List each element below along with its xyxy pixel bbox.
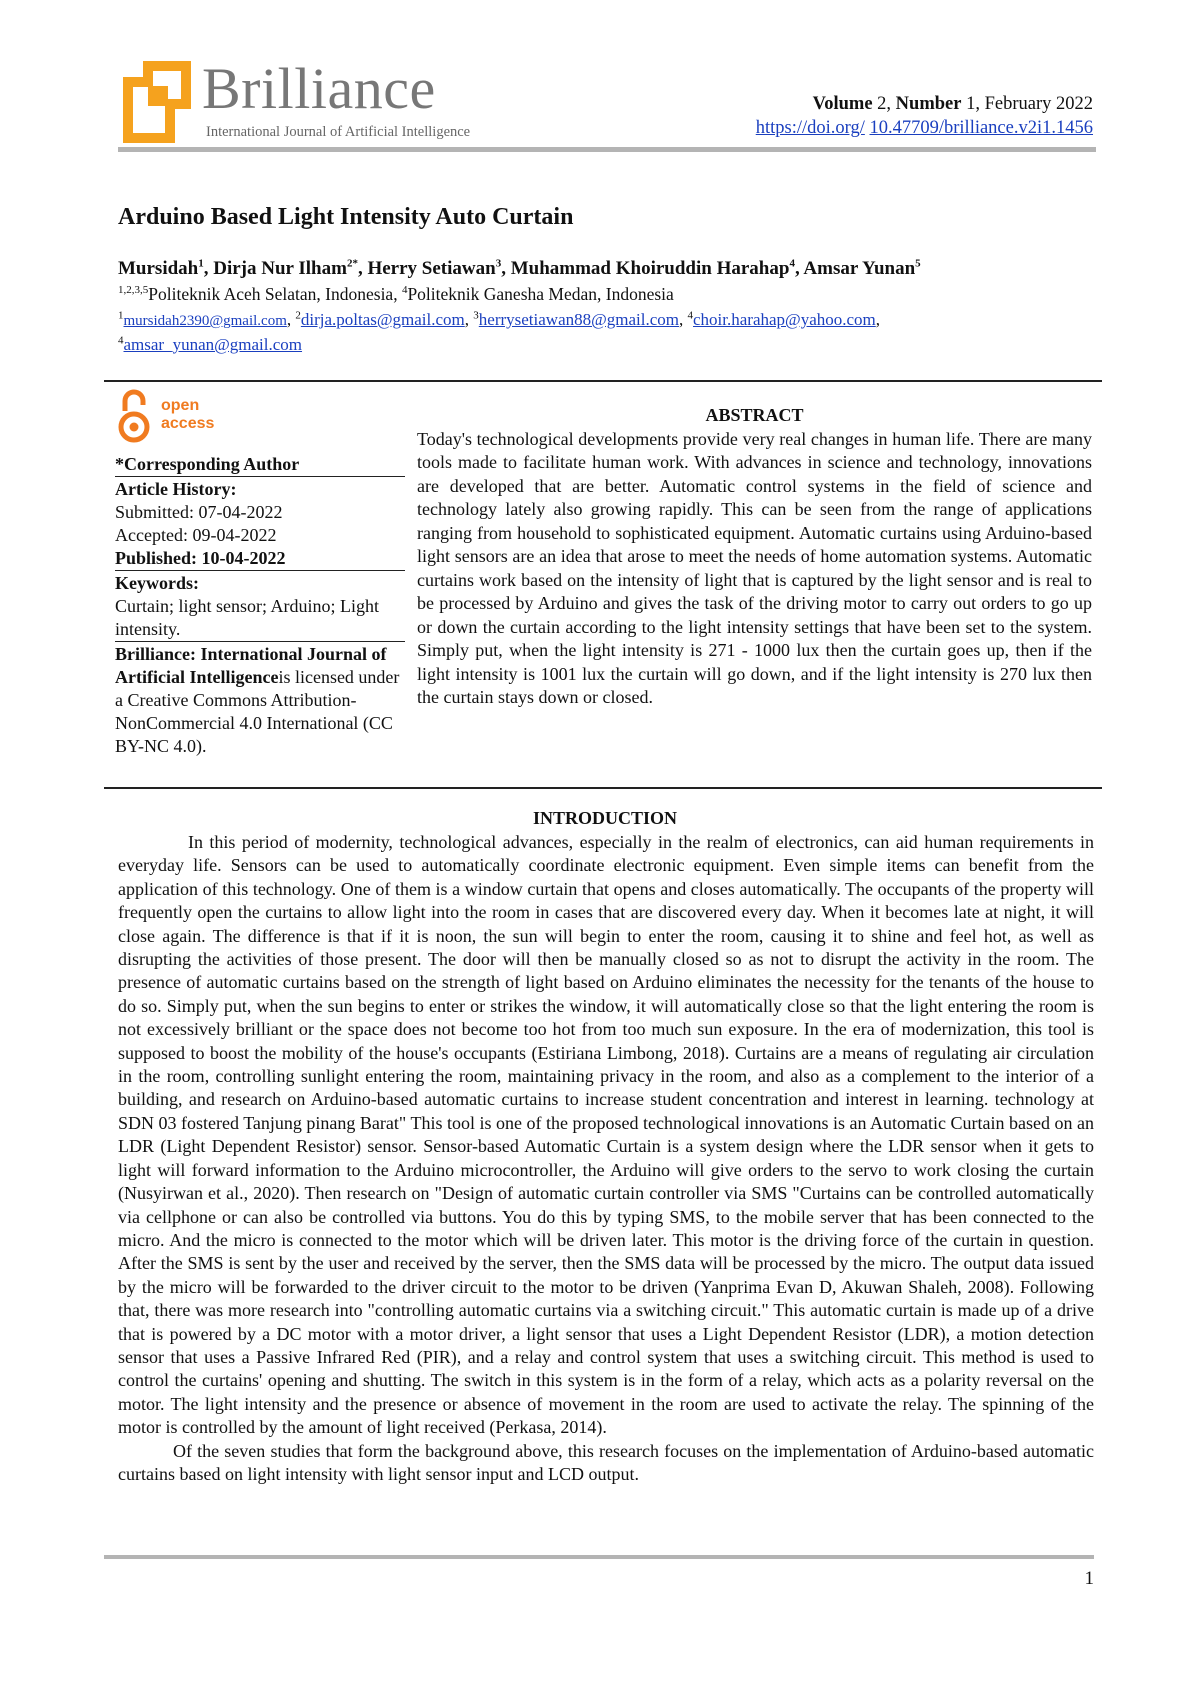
doi-line: [756, 116, 1093, 140]
author-emails: $^1$mursidah2390@gmail.com, $^2$dirja.poltas@gmail.com, $^3$herrysetiawan88@gmail.com, $^4$choir.harahap@yahoo.com, $^4$amsar_yunan@gmail.com: [118, 309, 881, 354]
brilliance-logo-icon: [122, 60, 192, 144]
doi-link[interactable]: 10.47709/brilliance.v2i1.1456: [869, 118, 1093, 138]
open-access-badge: open access: [115, 389, 405, 453]
license-section: Brilliance: International Journal of Artificial Intelligenceis licensed under a Creative Commons Attribution-NonCommercial 4.0 International (CC BY-NC 4.0).: [115, 641, 405, 758]
page-number: 1: [1084, 1568, 1094, 1589]
published-date: Published: 10-04-2022: [115, 548, 286, 568]
volume-line: Volume 2, Number 1, February 2022: [812, 94, 1093, 114]
abstract-heading: ABSTRACT: [705, 405, 804, 425]
keywords-list: Curtain; light sensor; Arduino; Light intensity.: [115, 596, 379, 639]
affiliations: $^{1,2,3,5}$Politeknik Aceh Selatan, Indonesia, $^4$Politeknik Ganesha Medan, Indonesia: [118, 284, 674, 304]
open-access-lock-icon: [117, 389, 151, 445]
journal-name: Brilliance: [202, 56, 436, 121]
accepted-date: Accepted: 09-04-2022: [115, 525, 277, 545]
journal-subtitle: International Journal of Artificial Intelligence: [206, 124, 471, 140]
article-info-sidebar: [115, 389, 405, 758]
introduction-heading: INTRODUCTION: [532, 808, 678, 828]
abstract-text: Today's technological developments provide very real changes in human life. There are many tools made to facilitate human work. With advances in science and technology, innovations are developed that are better. Automatic control systems in the field of science and technology lately also growing rapidly. This can be seen from the range of applications ranging from household to sophisticated equipment. Automatic curtains using Arduino-based light sensors are an idea that arose to meet the needs of home automation systems. Automatic curtains work based on the intensity of light that is captured by the light sensor and is real to be processed by Arduino and gives the task of the driving motor to carry out orders to go up or down the curtain according to the light intensity settings that have been set to the system. Simply put, when the light intensity is 271 - 1000 lux then the curtain goes up, then if the light intensity is 1001 lux the curtain will go down, and if the light intensity is 270 lux then the curtain stays down or closed.: [417, 428, 1092, 707]
article-history: Article History: Submitted: 07-04-2022 Accepted: 09-04-2022 Published: 10-04-2022: [115, 476, 405, 570]
corresponding-author-label: *Corresponding Author: [115, 454, 300, 474]
abstract: [417, 404, 1092, 710]
header-rule: [118, 147, 1096, 152]
journal-logo: [122, 56, 502, 150]
info-top-rule: [104, 380, 1102, 382]
email-link[interactable]: mursidah2390@gmail.com: [123, 313, 287, 329]
footer-rule: [104, 1555, 1094, 1559]
intro-paragraph: In this period of modernity, technological advances, especially in the realm of electronics, can aid human requirements in everyday life. Sensors can be used to automatically coordinate electronic equipment. Even simple items can benefit from the application of this technology. One of them is a window curtain that opens and closes automatically. The occupants of the property will frequently open the curtains to allow light into the room in cases that are discovered every day. When it becomes late at night, it will close again. The difference is that if it is noon, the sun will begin to enter the room, causing it to shine and feel hot, as well as disrupting the activities of those present. The door will then be manually closed so as not to disrupt the activity in the room. The presence of automatic curtains based on the strength of light based on Arduino eliminates the necessity for the tenants of the house to do so. Simply put, when the sun begins to enter or strikes the window, it will automatically close so that the light entering the room is not excessively brilliant or the space does not become too hot from too much sun exposure. In the era of modernization, this tool is supposed to boost the mobility of the house's occupants (Estiriana Limbong, 2018). Curtains are a means of regulating air circulation in the room, controlling sunlight entering the room, maintaining privacy in the room, and also as a complement to the interior of a building, and research on Arduino-based automatic curtains to increase student concentration and interest in learning. technology at SDN 03 fostered Tanjung pinang Barat" This tool is one of the proposed technological innovations is an Automatic Curtain based on an LDR (Light Dependent Resistor) sensor. Sensor-based Automatic Curtain is a system design where the LDR sensor when it gets to light will forward information to the Arduino microcontroller, the Arduino will give orders to the servo to work closing the curtain (Nusyirwan et al., 2020). Then research on "Design of automatic curtain controller via SMS "Curtains can be controlled automatically via cellphone or can also be controlled via buttons. You do this by typing SMS, to the mobile server that has been connected to the micro. And the micro is connected to the motor which will be driven later. This motor is the driving force of the curtain in question. After the SMS is sent by the user and received by the server, then the SMS data will be processed by the micro. The output data issued by the micro will be forwarded to the driver circuit to the motor to be driven (Yanprima Evan D, Akuwan Shaleh, 2008). Following that, there was more research into "controlling automatic curtains via a switching circuit." This automatic curtain is made up of a drive that is powered by a DC motor with a motor driver, a light sensor that uses a Light Dependent Resistor (LDR), a motion detection sensor that uses a Passive Infrared Red (PIR), and a relay and control system that uses a switching circuit. This method is used to control the curtains' opening and shutting. The switch in this system is in the form of a relay, which acts as a polarity reversal on the motor. The light intensity and the presence or absence of movement in the room are used to activate the relay. The spinning of the motor is controlled by the amount of light received (Perkasa, 2014).: [118, 832, 1094, 1438]
email-link[interactable]: choir.harahap@yahoo.com: [693, 310, 876, 329]
article-title: Arduino Based Light Intensity Auto Curtain: [118, 204, 574, 230]
email-link[interactable]: herrysetiawan88@gmail.com: [478, 310, 680, 329]
issue-info: [756, 92, 1093, 140]
author-list: Mursidah$^1$, Dirja Nur Ilham$^{2*}$, Herry Setiawan$^3$, Muhammad Khoiruddin Harahap$^4$, Amsar Yunan$^5$: [118, 257, 921, 279]
submitted-date: Submitted: 07-04-2022: [115, 502, 283, 522]
keywords-section: Keywords: Curtain; light sensor; Arduino; Light intensity.: [115, 570, 405, 641]
info-bottom-rule: [104, 787, 1102, 789]
email-link[interactable]: dirja.poltas@gmail.com: [300, 310, 465, 329]
email-link[interactable]: amsar_yunan@gmail.com: [123, 335, 303, 354]
introduction-body: [118, 831, 1094, 1486]
doi-prefix-link[interactable]: https://doi.org/: [755, 118, 865, 138]
intro-paragraph: Of the seven studies that form the background above, this research focuses on the implementation of Arduino-based automatic curtains based on light intensity with light sensor input and LCD output.: [118, 1440, 1094, 1484]
